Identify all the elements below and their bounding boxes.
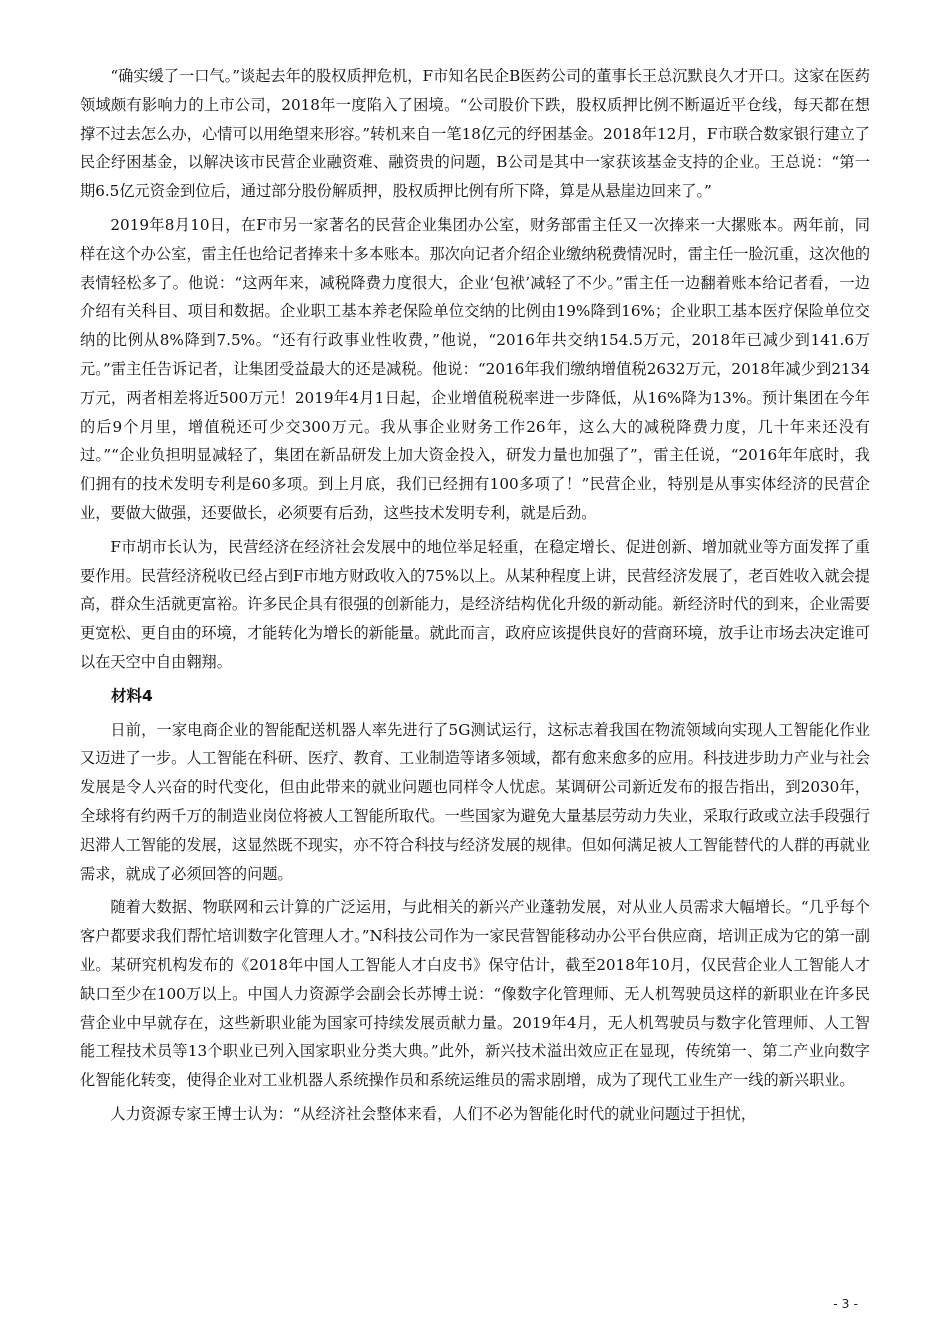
paragraph-6: 人力资源专家王博士认为：“从经济社会整体来看，人们不必为智能化时代的就业问题过于担忧， [110,1104,757,1123]
section-heading-material-4: 材料4 [111,686,153,705]
paragraph-2: 2019年8月10日，在F市另一家著名的民营企业集团办公室，财务部雷主任又一次捧来一大摞账本。两年前，同样在这个办公室，雷主任也给记者捧来十多本账本。那次向记者介绍企业缴纳税费情况时，雷主任一脸沉重，这次他的表情轻松多了。他说：“这两年来，减税降费力度很大，企业‘包袱’减轻了不少。”雷主任一边翻着账本给记者看，一边介绍有关科目、项目和数据。企业职工基本养老保险单位交纳的比例由19%降到16%；企业职工基本医疗保险单位交纳的比例从8%降到7.5%。“还有行政事业性收费，”他说，“2016年共交纳154.5万元，2018年已减少到141.6万元。”雷主任告诉记者，让集团受益最大的还是减税。他说：“2016年我们缴纳增值税2632万元，2018年减少到2134万元，两者相差将近500万元！2019年4月1日起，企业增值税税率进一步降低，从16%降为13%。预计集团在今年的后9个月里，增值税还可少交300万元。我从事企业财务工作26年，这么大的减税降费力度，几十年来还没有过。”“企业负担明显减轻了，集团在新品研发上加大资金投入，研发力量也加强了”，雷主任说，“2016年年底时，我们拥有的技术发明专利是60多项。到上月底，我们已经拥有100多项了！”民营企业，特别是从事实体经济的民营企业，要做大做强，还要做长，必须要有后劲，这些技术发明专利，就是后劲。 [80,215,870,522]
paragraph-4: 日前，一家电商企业的智能配送机器人率先进行了5G测试运行，这标志着我国在物流领域向实现人工智能化作业又迈进了一步。人工智能在科研、医疗、教育、工业制造等诸多领域，都有愈来愈多的应用。科技进步助力产业与社会发展是令人兴奋的时代变化，但由此带来的就业问题也同样令人忧虑。某调研公司新近发布的报告指出，到2030年，全球将有约两千万的制造业岗位将被人工智能所取代。一些国家为避免大量基层劳动力失业，采取行政或立法手段强行迟滞人工智能的发展，这显然既不现实，亦不符合科技与经济发展的规律。但如何满足被人工智能替代的人群的再就业需求，就成了必须回答的问题。 [80,720,870,883]
paragraph-1: “确实缓了一口气。”谈起去年的股权质押危机，F市知名民企B医药公司的董事长王总沉默良久才开口。这家在医药领域颇有影响力的上市公司，2018年一度陷入了困境。“公司股价下跌，股权质押比例不断逼近平仓线，每天都在想撑不过去怎么办，心情可以用绝望来形容。”转机来自一笔18亿元的纾困基金。2018年12月，F市联合数家银行建立了民企纾困基金，以解决该市民营企业融资难、融资贵的问题，B公司是其中一家获该基金支持的企业。王总说：“第一期6.5亿元资金到位后，通过部分股份解质押，股权质押比例有所下降，算是从悬崖边回来了。” [80,67,870,201]
paragraph-5: 随着大数据、物联网和云计算的广泛运用，与此相关的新兴产业蓬勃发展，对从业人员需求大幅增长。“几乎每个客户都要求我们帮忙培训数字化管理人才。”N科技公司作为一家民营智能移动办公平台供应商，培训正成为它的第一副业。某研究机构发布的《2018年中国人工智能人才白皮书》保守估计，截至2018年10月，仅民营企业人工智能人才缺口至少在100万以上。中国人力资源学会副会长苏博士说：“像数字化管理师、无人机驾驶员这样的新职业在许多民营企业中早就存在，这些新职业能为国家可持续发展贡献力量。2019年4月，无人机驾驶员与数字化管理师、人工智能工程技术员等13个职业已列入国家职业分类大典。”此外，新兴技术溢出效应正在显现，传统第一、第二产业向数字化智能化转变，使得企业对工业机器人系统操作员和系统运维员的需求剧增，成为了现代工业生产一线的新兴职业。 [80,898,870,1090]
document-page [80,62,870,1129]
paragraph-3: F市胡市长认为，民营经济在经济社会发展中的地位举足轻重，在稳定增长、促进创新、增加就业等方面发挥了重要作用。民营经济税收已经占到F市地方财政收入的75%以上。从某种程度上讲，民营经济发展了，老百姓收入就会提高，群众生活就更富裕。许多民企具有很强的创新能力，是经济结构优化升级的新动能。新经济时代的到来，企业需要更宽松、更自由的环境，才能转化为增长的新能量。就此而言，政府应该提供良好的营商环境，放手让市场去决定谁可以在天空中自由翱翔。 [80,537,870,671]
page-number: - 3 - [833,1296,858,1311]
